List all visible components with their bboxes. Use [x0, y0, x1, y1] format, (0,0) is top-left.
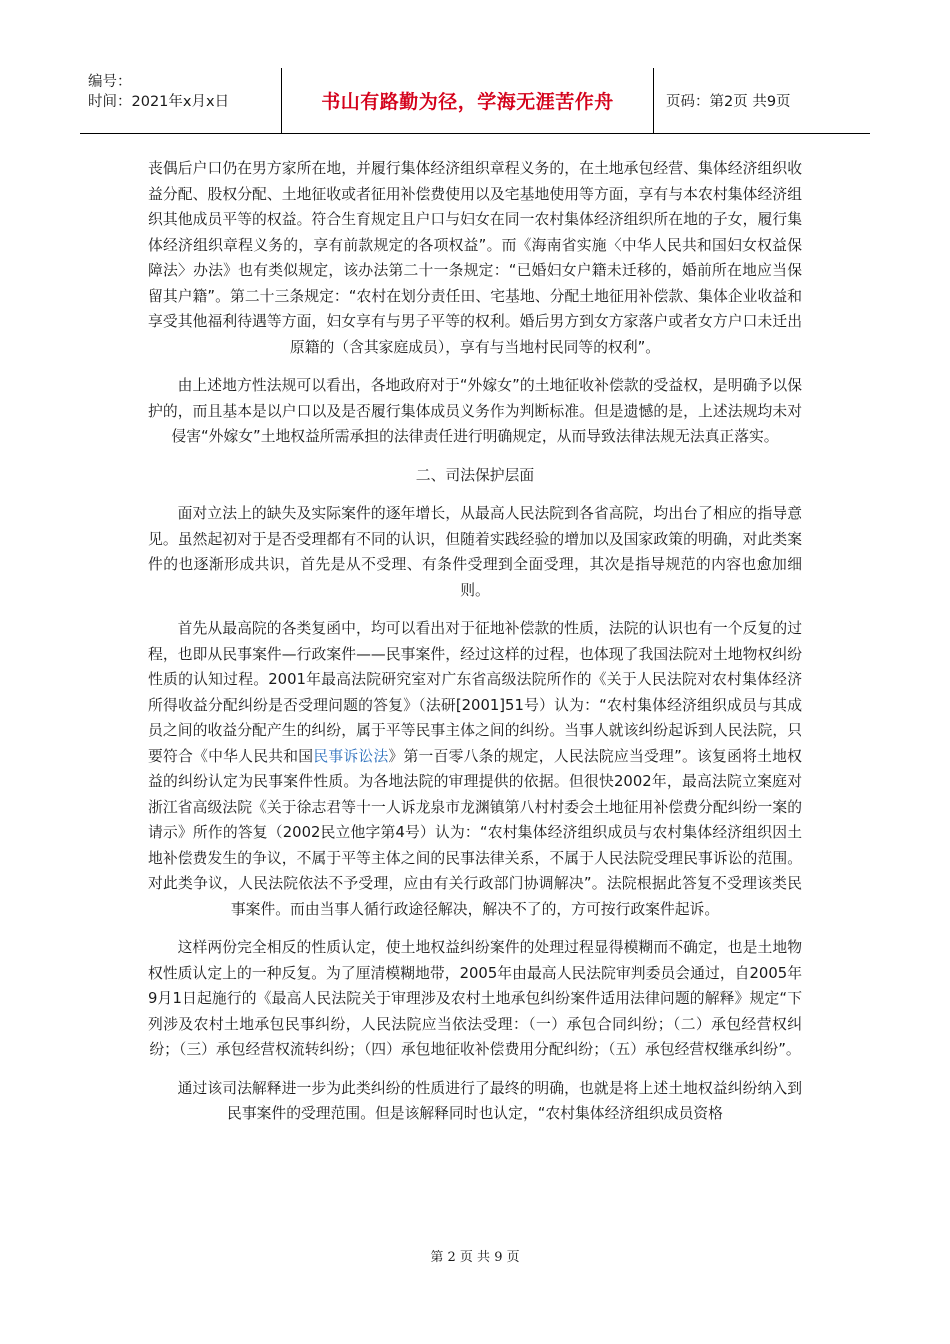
paragraph	[148, 616, 802, 922]
section-heading: 二、司法保护层面	[415, 466, 535, 484]
page-footer: 第 2 页 共 9 页	[430, 1250, 520, 1265]
paragraph-text: 首先从最高院的各类复函中，均可以看出对于征地补偿款的性质，法院的认识也有一个反复的过程，也即从民事案件—行政案件——民事案件，经过这样的过程，也体现了我国法院对土地物权纠纷性质的认知过程。2001年最高法院研究室对广东省高级法院所作的《关于人民法院对农村集体经济所得收益分配纠纷是否受理问题的答复》（法研[2001]51号）认为：“农村集体经济组织成员与其成员之间的收益分配产生的纠纷，属于平等民事主体之间的纠纷。当事人就该纠纷起诉到人民法院，只要符合《中华人民共和国	[148, 620, 802, 765]
header-motto: 书山有路勤为径，学海无涯苦作舟	[282, 68, 654, 133]
paragraph: 丧偶后户口仍在男方家所在地，并履行集体经济组织章程义务的，在土地承包经营、集体经济组织收益分配、股权分配、土地征收或者征用补偿费使用以及宅基地使用等方面，享有与本农村集体经济组织其他成员平等的权益。符合生育规定且户口与妇女在同一农村集体经济组织所在地的子女，履行集体经济组织章程义务的，享有前款规定的各项权益”。而《海南省实施〈中华人民共和国妇女权益保障法〉办法》也有类似规定，该办法第二十一条规定：“已婚妇女户籍未迁移的，婚前所在地应当保留其户籍”。第二十三条规定：“农村在划分责任田、宅基地、分配土地征用补偿款、集体企业收益和享受其他福利待遇等方面，妇女享有与男子平等的权利。婚后男方到女方家落户或者女方户口未迁出原籍的（含其家庭成员），享有与当地村民同等的权利”。	[148, 160, 802, 356]
header-meta	[80, 68, 282, 133]
document-number: 编号：	[88, 74, 132, 90]
paragraph: 这样两份完全相反的性质认定，使土地权益纠纷案件的处理过程显得模糊而不确定，也是土地物权性质认定上的一种反复。为了厘清模糊地带，2005年由最高人民法院审判委员会通过，自2005年9月1日起施行的《最高人民法院关于审理涉及农村土地承包纠纷案件适用法律问题的解释》规定“下列涉及农村土地承包民事纠纷，人民法院应当依法受理：（一）承包合同纠纷；（二）承包经营权纠纷；（三）承包经营权流转纠纷；（四）承包地征收补偿费用分配纠纷；（五）承包经营权继承纠纷”。	[148, 939, 802, 1058]
document-body	[148, 156, 802, 1140]
paragraph: 面对立法上的缺失及实际案件的逐年增长，从最高人民法院到各省高院，均出台了相应的指导意见。虽然起初对于是否受理都有不同的认识，但随着实践经验的增加以及国家政策的明确，对此类案件的也逐渐形成共识，首先是从不受理、有条件受理到全面受理，其次是指导规范的内容也愈加细则。	[148, 505, 802, 599]
paragraph: 由上述地方性法规可以看出，各地政府对于“外嫁女”的土地征收补偿款的受益权，是明确予以保护的，而且基本是以户口以及是否履行集体成员义务作为判断标准。但是遗憾的是，上述法规均未对侵害“外嫁女”土地权益所需承担的法律责任进行明确规定，从而导致法律法规无法真正落实。	[148, 377, 802, 445]
paragraph-text: 》第一百零八条的规定，人民法院应当受理”。该复函将土地权益的纠纷认定为民事案件性质。为各地法院的审理提供的依据。但很快2002年，最高法院立案庭对浙江省高级法院《关于徐志君等十一人诉龙泉市龙渊镇第八村村委会土地征用补偿费分配纠纷一案的请示》所作的答复（2002民立他字第4号）认为：“农村集体经济组织成员与农村集体经济组织因土地补偿费发生的争议，不属于平等主体之间的民事法律关系，不属于人民法院受理民事诉讼的范围。对此类争议，人民法院依法不予受理，应由有关行政部门协调解决”。法院根据此答复不受理该类民事案件。而由当事人循行政途径解决，解决不了的，方可按行政案件起诉。	[148, 747, 802, 918]
document-time: 时间：2021年x月x日	[88, 94, 230, 110]
paragraph: 通过该司法解释进一步为此类纠纷的性质进行了最终的明确，也就是将上述土地权益纠纷纳入到民事案件的受理范围。但是该解释同时也认定，“农村集体经济组织成员资格	[177, 1079, 802, 1122]
header-page-number: 页码：第2页 共9页	[666, 94, 791, 110]
page-header	[80, 68, 870, 134]
civil-procedure-law-link[interactable]: 民事诉讼法	[313, 747, 389, 765]
